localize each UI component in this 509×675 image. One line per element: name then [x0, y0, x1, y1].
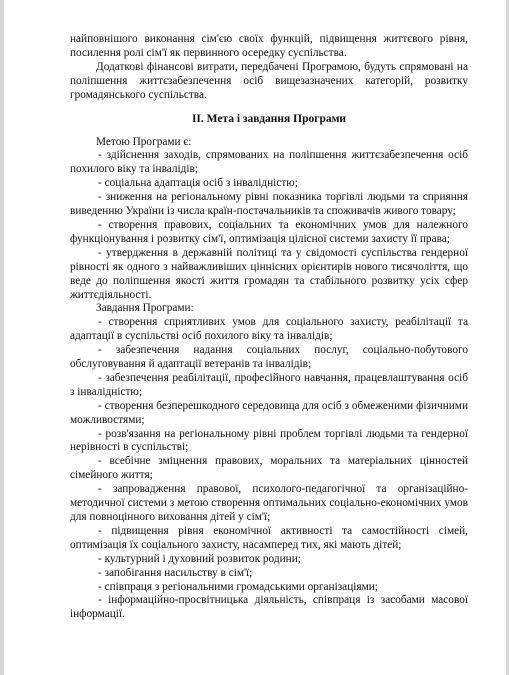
tasks-intro: Завдання Програми: [96, 302, 194, 315]
task-item: - розв'язання на регіональному рівні проблем торгівлі людьми та гендерної нерівності в суспільстві; [70, 427, 468, 454]
task-item: - всебічне зміцнення правових, моральних та матеріальних цінностей сімейного життя; [70, 455, 468, 482]
task-item: - забезпечення реабілітації, професійного навчання, працевлаштування осіб з інвалідністю; [70, 371, 468, 398]
intro-paragraph-1: найповнішого виконання сім'єю своїх функцій, підвищення життєвого рівня, посилення ролі сім'ї як первинного осередку суспільства. [70, 33, 468, 59]
goal-item: - утвердження в державній політиці та у свідомості суспільства гендерної рівності як одного з найважливіших ціннісних орієнтирів нового тисячоліття, що веде до поліпшення якості життя громадян та стабільного розвитку усіх сфер життєдіяльності. [70, 246, 468, 301]
task-item: - запобігання насильству в сім'ї; [98, 566, 253, 579]
intro-paragraph-2: Додаткові фінансові витрати, передбачені Програмою, будуть спрямовані на поліпшення життєзабезпечення осіб вищезазначених категорій, розвитку громадянського суспільства. [70, 60, 468, 101]
goal-item: - зниження на регіональному рівні показника торгівлі людьми та сприяння виведенню України із числа країн-постачальників та споживачів живого товару; [70, 191, 468, 218]
task-item: - створення безперешкодного середовища для осіб з обмеженими фізичними можливостями; [70, 399, 468, 426]
task-item: - підвищення рівня економічної активності та самостійності сімей, оптимізація їх соціального захисту, насамперед тих, які мають дітей; [70, 524, 468, 551]
goal-item: - здійснення заходів, спрямованих на поліпшення життєзабезпечення осіб похилого віку та інвалідів; [70, 149, 468, 176]
task-item: - запровадження правової, психолого-педагогічної та організаційно-методичної системи з метою створення оптимальних соціально-економічних умов для повноцінного виховання дітей у сім'ї; [70, 483, 468, 523]
goals-intro: Метою Програми є: [96, 135, 192, 148]
goal-item: - створення правових, соціальних та економічних умов для належного функціонування і розвитку сім'ї, оптимізація цілісної системи захисту її права; [70, 218, 468, 245]
page-left-edge [0, 0, 4, 675]
document-body [70, 33, 468, 622]
goal-item: - соціальна адаптація осіб з інвалідністю; [98, 177, 298, 190]
task-item: - співпраця з регіональними громадськими організаціями; [98, 580, 378, 593]
section-title: II. Мета і завдання Програми [191, 112, 347, 125]
task-item: - культурний і духовний розвиток родини; [98, 552, 301, 565]
task-item: - створення сприятливих умов для соціального захисту, реабілітації та адаптації в суспільстві осіб похилого віку та інвалідів; [70, 316, 468, 343]
task-item: - забезпечення надання соціальних послуг, соціально-побутового обслуговування й адаптації ветеранів та інвалідів; [70, 344, 468, 371]
task-item: - інформаційно-просвітницька діяльність, співпраця із засобами масової інформації. [70, 594, 468, 621]
